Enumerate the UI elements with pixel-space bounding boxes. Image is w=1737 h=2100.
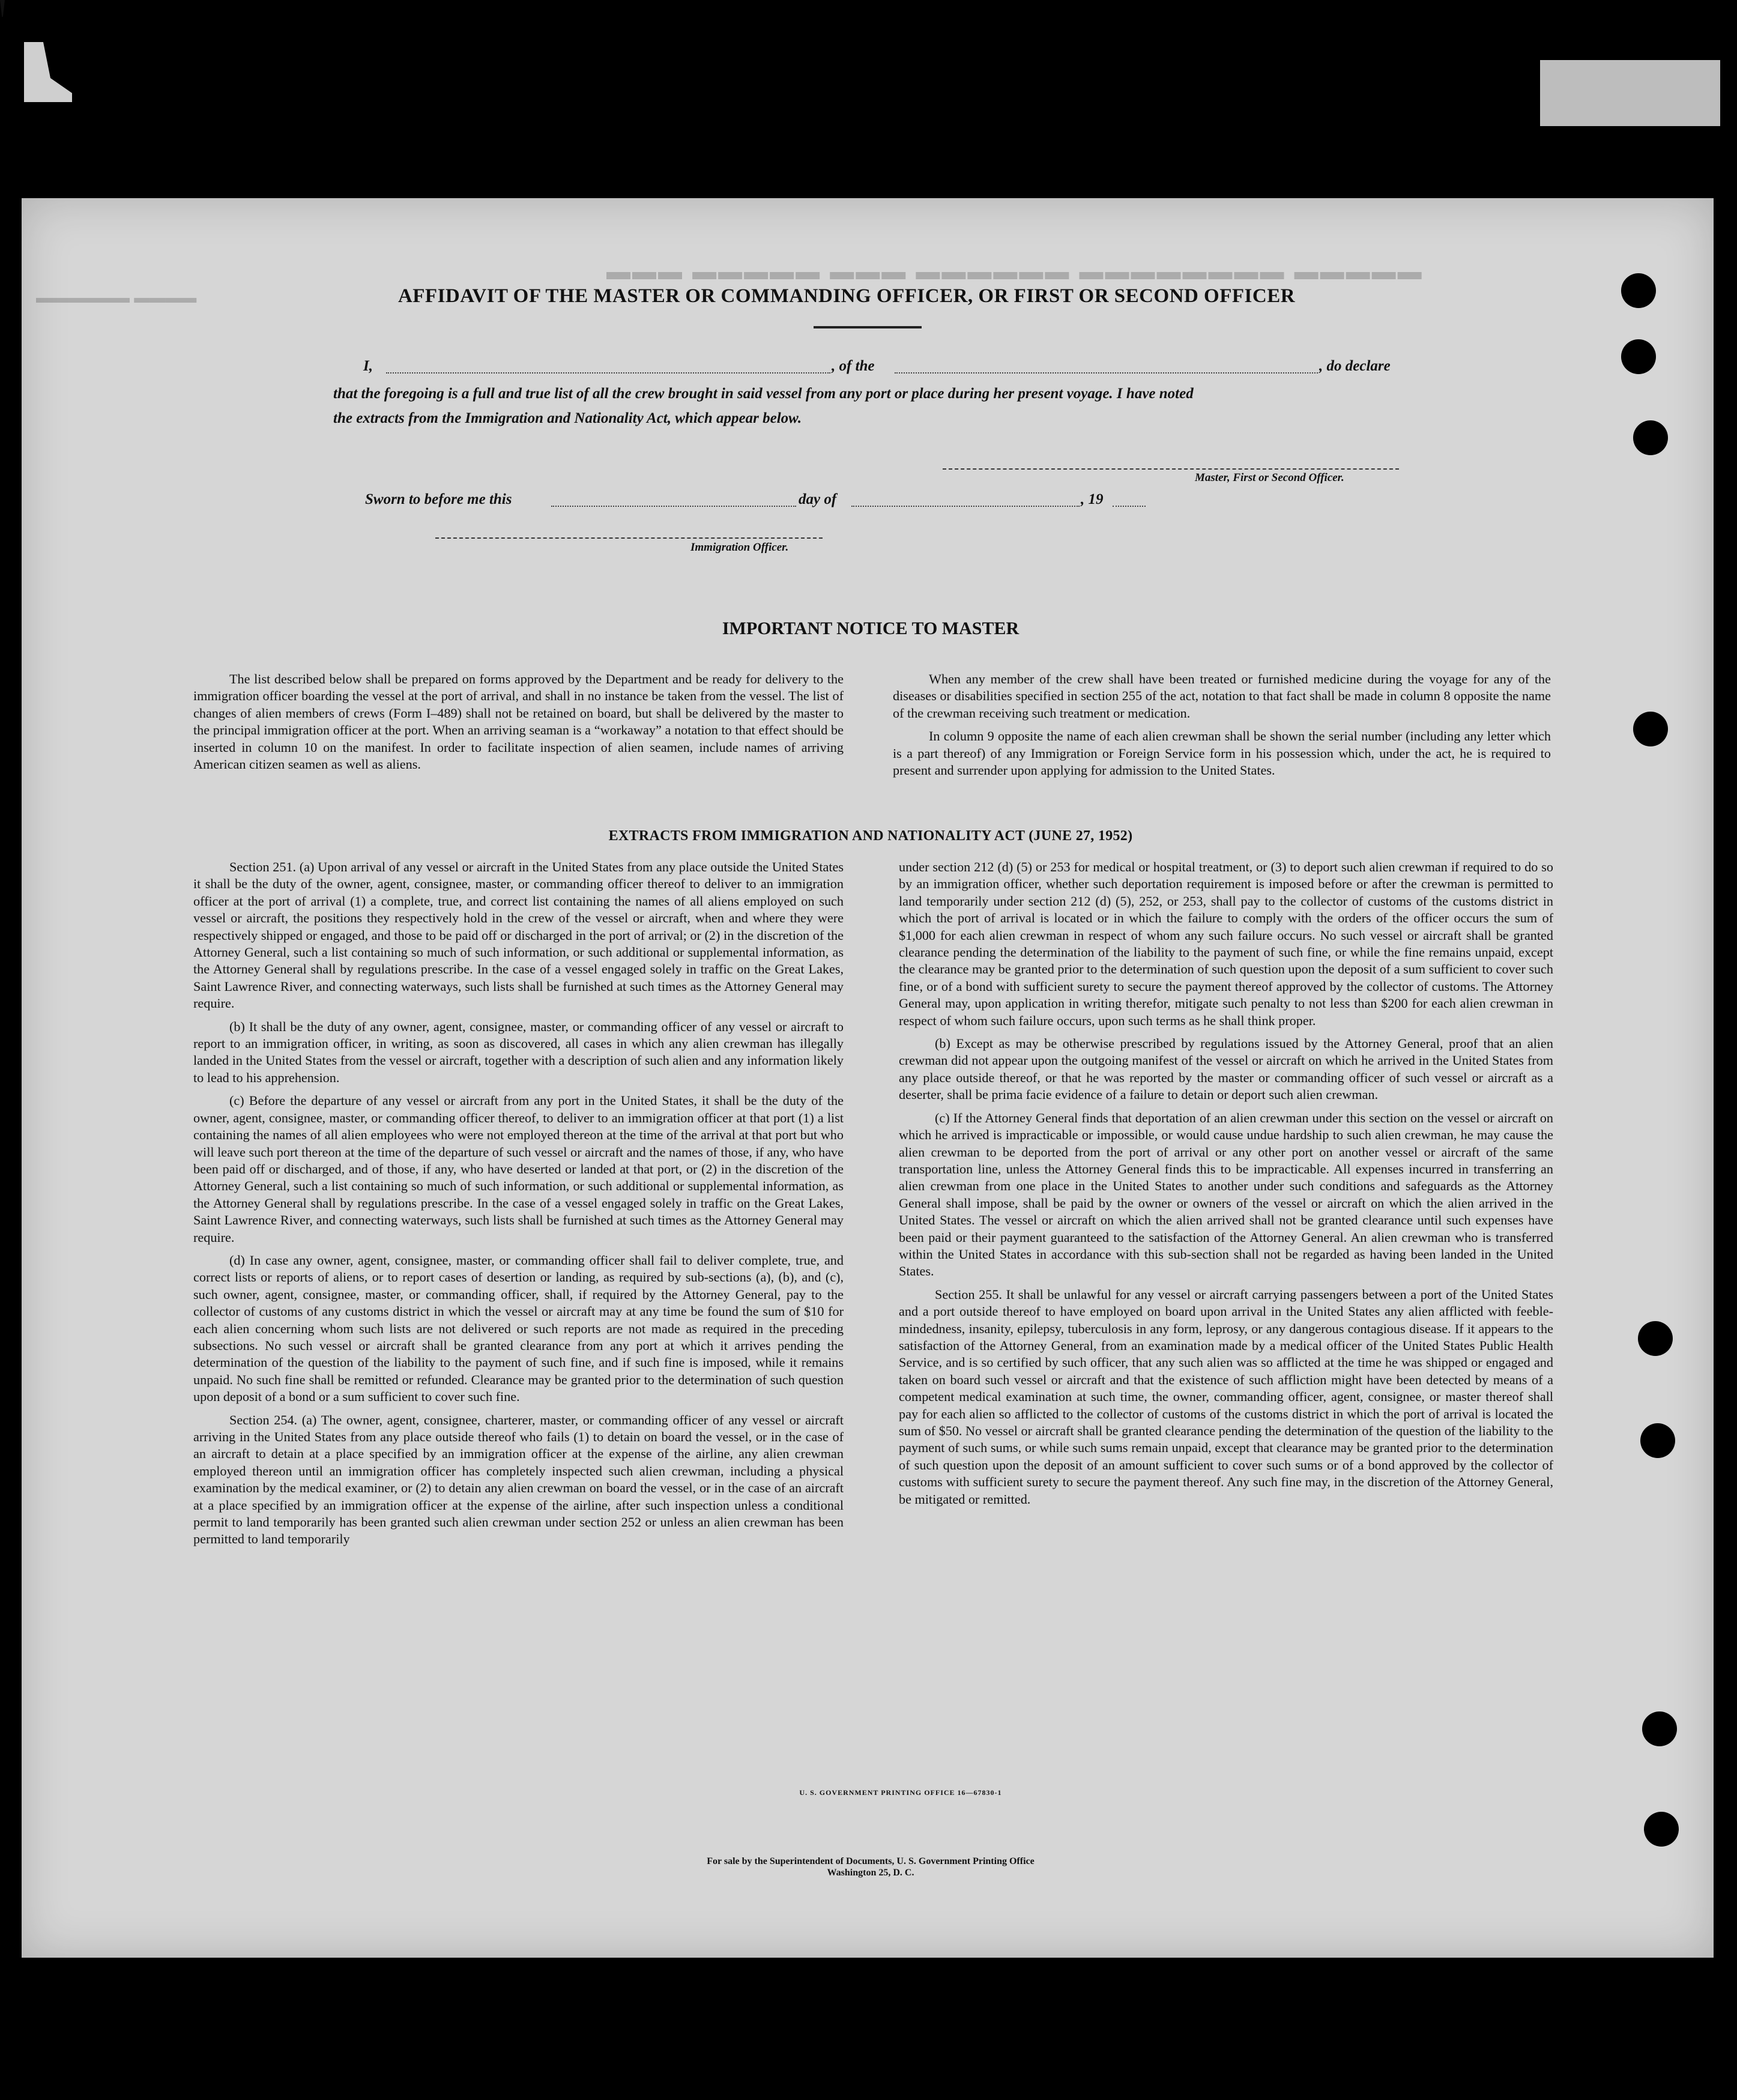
- bleed-through-text: ▬▬▬▬▬▬ ▬▬▬▬: [36, 288, 197, 306]
- act-paragraph: Section 251. (a) Upon arrival of any vessel or aircraft in the United States from any place outside the United States it shall be the duty of the owner, agent, consignee, master, or commanding officer thereof to deliver to an immigration officer at the port of arrival (1) a complete, true, and correct list containing the names of all aliens employed on such vessel or aircraft, the positions they respectively hold in the crew of the vessel or aircraft, when and where they were respectively shipped or engaged, and those to be paid off or discharged in the port of arrival; or (2) in the discretion of the Attorney General, such a list containing so much of such information, or such additional or supplemental information, as the Attorney General shall by regulations prescribe. In the case of a vessel engaged solely in traffic on the Great Lakes, Saint Lawrence River, and connecting waterways, such lists shall be furnished at such times as the Attorney General may require.: [193, 859, 844, 1011]
- act-paragraph: Section 255. It shall be unlawful for any vessel or aircraft carrying passengers between a port of the United States and a port outside thereof to have employed on board upon arrival in the United States any alien afflicted with feeble-mindedness, insanity, epilepsy, tuberculosis in any form, leprosy, or any dangerous contagious disease. If it appears to the satisfaction of the Attorney General, from an examination made by a medical officer of the United States Public Health Service, and is so certified by such officer, that any such alien was so afflicted at the time he was shipped or engaged and taken on board such vessel or aircraft and that the existence of such affliction might have been detected by means of a competent medical examination at such time, the owner, commanding officer, agent, consignee, or master thereof shall pay for each alien so afflicted to the collector of customs of the customs district in which the port of arrival is located the sum of $50. No vessel or aircraft shall be granted clearance pending the determination of the question of the liability to the payment of such sums, or while such sums remain unpaid, except that clearance may be granted prior to the determination of such question upon the deposit of an amount sufficient to cover such sums or of a bond approved by the collector of customs with sufficient surety to secure the payment thereof. Any such fine may, in the discretion of the Attorney General, be mitigated or remitted.: [899, 1286, 1553, 1507]
- sale-line: Washington 25, D. C.: [827, 1868, 914, 1878]
- punch-hole: [1621, 339, 1656, 374]
- notice-paragraph: When any member of the crew shall have been treated or furnished medicine during the voyage for any of the diseases or disabilities specified in section 255 of the act, notation to that fact shall be made in column 8 opposite the name of the crewman receiving such treatment or medication.: [893, 671, 1551, 721]
- year-label: , 19: [1081, 491, 1104, 507]
- affidavit-statement: that the foregoing is a full and true list of all the crew brought in said vessel from any port or place during her present voyage. I have noted: [333, 386, 1194, 402]
- punch-hole: [1640, 1423, 1675, 1458]
- act-paragraph: Section 254. (a) The owner, agent, consignee, charterer, master, or commanding officer of any vessel or aircraft arriving in the United States from any place outside thereof who fails (1) to detain on board the vessel, or in the case of an aircraft to detain at a place specified by an immigration officer at the expense of the airline, any alien crewman employed thereon until an immigration officer has completely inspected such alien crewman, including a physical examination by the medical examiner, or (2) to detain any alien crewman on board the vessel, or in the case of an aircraft at a place specified by an immigration officer at the expense of the airline, after such inspection unless a conditional permit to land temporarily has been granted such alien crewman under section 252 or unless an alien crewman has been permitted to land temporarily: [193, 1412, 844, 1547]
- punch-hole: [1642, 1711, 1677, 1746]
- sworn-label: Sworn to before me this: [365, 491, 512, 507]
- master-caption: Master, First or Second Officer.: [1195, 471, 1344, 484]
- bleed-through-text: ▬▬▬ ▬▬▬▬▬ ▬▬▬ ▬▬▬▬▬▬ ▬▬▬▬▬▬▬▬ ▬▬▬▬▬: [606, 258, 1424, 285]
- affidavit-statement: the extracts from the Immigration and Nationality Act, which appear below.: [333, 410, 802, 426]
- day-of-label: day of: [799, 491, 837, 507]
- act-paragraph: (c) If the Attorney General finds that deportation of an alien crewman under this section on the vessel or aircraft on which he arrived is impracticable or impossible, or would cause undue hardship to such alien crewman, he may cause the alien crewman to be deported from the port of arrival or any other port on another vessel or aircraft of the same transportation line, unless the Attorney General finds this to be impracticable. All expenses incurred in transferring an alien crewman from one place in the United States to another under such conditions and safeguards as the Attorney General shall impose, shall be paid by the owner or owners of the vessel or aircraft on which the alien arrived in the United States. The vessel or aircraft on which the alien arrived shall not be granted clearance until such expenses have been paid or their payment guaranteed to the satisfaction of the Attorney General. An alien crewman who is transferred within the United States in accordance with this sub-section shall not be regarded as having been landed in the United States.: [899, 1110, 1553, 1279]
- affidavit-declare-label: , do declare: [1319, 358, 1391, 374]
- extracts-right-column: [899, 859, 1553, 1514]
- act-paragraph: under section 212 (d) (5) or 253 for medical or hospital treatment, or (3) to deport such alien crewman if required to do so by an immigration officer, whether such deportation requirement is imposed before or after the crewman is permitted to land temporarily under section 212 (d) (5), 252, or 253, shall pay to the collector of customs of the customs district in which the port of arrival is located or in which the failure to comply with the orders of the officer occurs the sum of $1,000 for each alien crewman in respect of whom any such failure occurs. No such vessel or aircraft shall be granted clearance pending the determination of the liability to the payment of such fine, or while the fine remains unpaid, except the clearance may be granted prior to the determination of such question upon the deposit of a sum sufficient to cover such fine, or of a bond with sufficient surety to secure the payment thereof approved by the collector of customs. The Attorney General may, upon application in writing therefor, mitigate such penalty to not less than $200 for each alien crewman in respect of whom such failure occurs, upon such terms as he shall think proper.: [899, 859, 1553, 1028]
- scan-edge-fragment: [24, 42, 72, 102]
- notice-title: IMPORTANT NOTICE TO MASTER: [722, 619, 1020, 638]
- punch-hole: [1638, 1321, 1673, 1356]
- notice-left-column: [193, 671, 844, 779]
- extracts-left-column: [193, 859, 844, 1554]
- notice-paragraph: In column 9 opposite the name of each alien crewman shall be shown the serial number (including any letter which is a part thereof) of any Immigration or Foreign Service form in his possession which, under the act, he is required to present and surrender upon applying for admission to the United States.: [893, 728, 1551, 778]
- act-paragraph: (b) It shall be the duty of any owner, agent, consignee, master, or commanding officer of any vessel or aircraft to report to an immigration officer, in writing, as soon as discovered, all cases in which any alien crewman has illegally landed in the United States from the vessel or aircraft, together with a description of such alien and any information likely to lead to his apprehension.: [193, 1018, 844, 1085]
- sale-notice: [540, 1856, 1201, 1878]
- act-paragraph: (d) In case any owner, agent, consignee, master, or commanding officer shall fail to deliver complete, true, and correct lists or reports of aliens, or to report cases of desertion or landing, as required by sub-sections (a), (b), and (c), such owner, agent, consignee, master, or commanding officer, shall, if required by the Attorney General, pay to the collector of customs of any customs district in which the vessel or aircraft may at any time be found the sum of $10 for each alien concerning whom such lists are not delivered or such reports are not made as required in the preceding subsections. No such vessel or aircraft shall be granted clearance from any port at which it arrives pending the determination of the question of the liability to the payment of such fine, and if such fine is imposed, while it remains unpaid. No such fine shall be remitted or refunded. Clearance may be granted prior to the determination of such question upon deposit of a bond or a sum sufficient to cover such fine.: [193, 1252, 844, 1405]
- sworn-day-blank: [551, 506, 796, 507]
- punch-hole: [1633, 420, 1668, 455]
- act-paragraph: (b) Except as may be otherwise prescribed by regulations issued by the Attorney General, proof that an alien crewman did not appear upon the outgoing manifest of the vessel or aircraft on which he arrived in the United States from any place outside thereof, or that he was reported by the master or commanding officer of such vessel or aircraft as a deserter, shall be prima facie evidence of a failure to detain or deport such alien crewman.: [899, 1036, 1553, 1103]
- officer-signature-line: [435, 537, 823, 539]
- affidavit-i-label: I,: [363, 358, 373, 374]
- act-paragraph: (c) Before the departure of any vessel or aircraft from any port in the United States, it shall be the duty of the owner, agent, consignee, master, or commanding officer thereof, to deliver to an immigration officer at that port (1) a list containing the names of all alien employees who were not employed thereon at the time of the arrival at that port but who will leave such port thereon at the time of the departure of such vessel or aircraft and the names of those, if any, who have been paid off or discharged, and of those, if any, who have deserted or landed at that port, or (2) in the discretion of the Attorney General, such a list containing so much of such information, or such additional or supplemental information, as the Attorney General shall by regulations prescribe. In the case of a vessel engaged solely in traffic on the Great Lakes, Saint Lawrence River, and connecting waterways, such lists shall be furnished at such times as the Attorney General may require.: [193, 1093, 844, 1245]
- extracts-title: EXTRACTS FROM IMMIGRATION AND NATIONALITY ACT (JUNE 27, 1952): [608, 828, 1133, 844]
- title-rule: [814, 326, 922, 328]
- master-signature-line: [943, 468, 1399, 470]
- name-blank: [386, 372, 830, 374]
- sale-line: For sale by the Superintendent of Documents, U. S. Government Printing Office: [707, 1856, 1035, 1866]
- notice-paragraph: The list described below shall be prepared on forms approved by the Department and be ready for delivery to the immigration officer boarding the vessel at the port of arrival, and shall in no instance be taken from the vessel. The list of changes of alien members of crews (Form I–489) shall not be retained on board, but shall be delivered by the master to the principal immigration officer at the port. When an arriving seaman is a “workaway” a notation to that effect should be inserted in column 10 on the manifest. In order to facilitate inspection of alien seamen, include names of arriving American citizen seamen as well as aliens.: [193, 671, 844, 772]
- gpo-imprint: U. S. GOVERNMENT PRINTING OFFICE 16—67830-1: [799, 1788, 1002, 1797]
- punch-hole: [1621, 273, 1656, 308]
- affidavit-of-the-label: , of the: [832, 358, 875, 374]
- punch-hole: [1644, 1812, 1679, 1847]
- punch-hole: [1633, 712, 1668, 746]
- scan-edge-fragment: [1540, 60, 1720, 126]
- affidavit-title: AFFIDAVIT OF THE MASTER OR COMMANDING OFFICER, OR FIRST OR SECOND OFFICER: [397, 285, 1296, 307]
- ink-mark: [0, 0, 5, 17]
- sworn-month-blank: [851, 506, 1080, 507]
- officer-caption: Immigration Officer.: [690, 541, 789, 554]
- sworn-year-blank: [1113, 506, 1146, 507]
- vessel-blank: [895, 372, 1318, 374]
- notice-right-column: [893, 671, 1551, 785]
